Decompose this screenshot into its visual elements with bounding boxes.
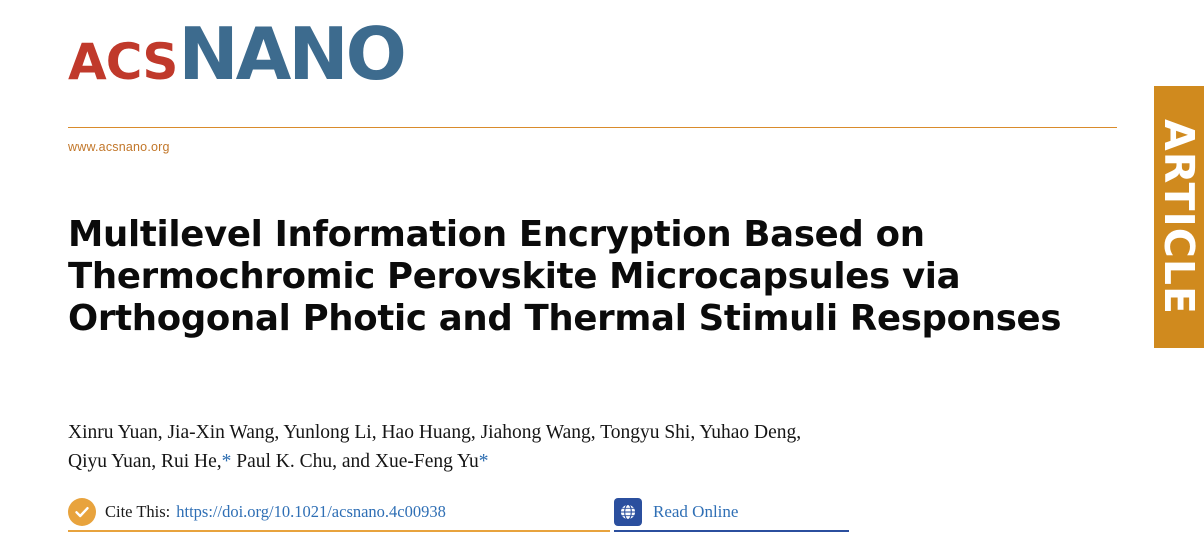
- journal-logo-nano: NANO: [178, 12, 404, 96]
- corresponding-author-marker-1: *: [221, 451, 232, 472]
- author-line-2-part-b: Paul K. Chu, and Xue-Feng Yu: [231, 451, 479, 472]
- cite-this-label: Cite This:: [105, 502, 171, 521]
- cite-this-group[interactable]: [68, 494, 446, 530]
- page-title: Multilevel Information Encryption Based on Thermochromic Perovskite Microcapsules via Orthogonal Photic and Thermal Stimuli Responses: [68, 213, 1062, 339]
- journal-logo[interactable]: [68, 12, 404, 104]
- header-divider: [68, 127, 1117, 128]
- article-side-tab-label: ARTICLE: [1155, 119, 1203, 315]
- author-line-2: [68, 447, 1068, 476]
- check-circle-icon: [68, 498, 96, 526]
- corresponding-author-marker-2: *: [478, 451, 489, 472]
- author-line-2-part-a: Qiyu Yuan, Rui He,: [68, 451, 222, 472]
- journal-url[interactable]: www.acsnano.org: [68, 140, 170, 154]
- cite-underline: [68, 530, 610, 532]
- read-online-label[interactable]: Read Online: [653, 502, 739, 521]
- cite-doi-link[interactable]: https://doi.org/10.1021/acsnano.4c00938: [176, 502, 446, 521]
- read-online-underline: [614, 530, 849, 532]
- article-side-tab: [1154, 86, 1204, 348]
- read-online-group[interactable]: [614, 494, 738, 530]
- globe-icon: [614, 498, 642, 526]
- cite-read-bar: [68, 494, 1117, 534]
- author-list: [68, 418, 1068, 476]
- author-line-1: Xinru Yuan, Jia-Xin Wang, Yunlong Li, Hao Huang, Jiahong Wang, Tongyu Shi, Yuhao Deng,: [68, 422, 802, 443]
- journal-logo-acs: ACS: [68, 33, 178, 91]
